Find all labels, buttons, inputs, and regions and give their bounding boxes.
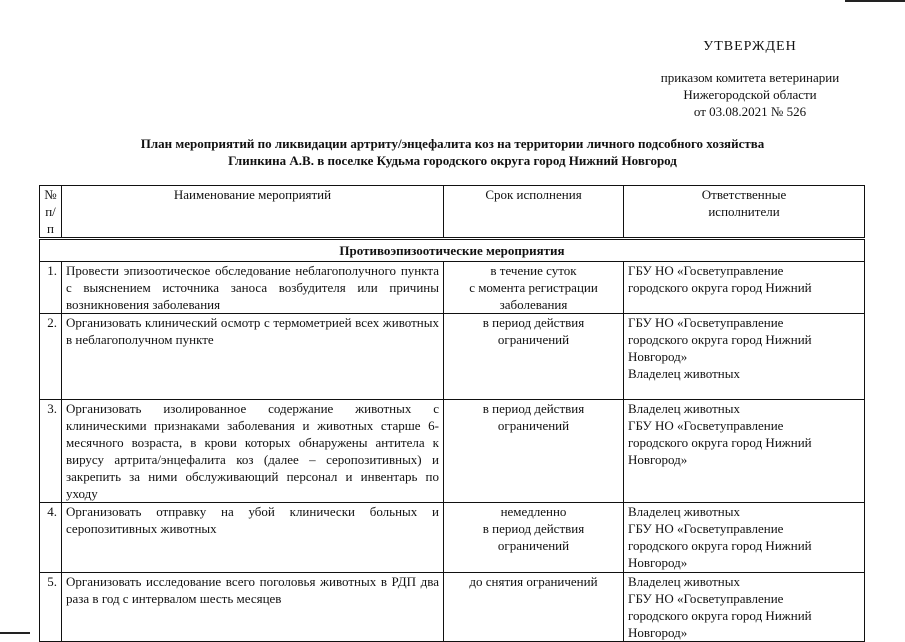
row-measure: Организовать отправку на убой клинически больных и серопозитивных животных xyxy=(62,503,444,573)
title-line: Глинкина А.В. в поселке Кудьма городского округа город Нижний Новгород xyxy=(228,153,677,168)
header-number: № п/п xyxy=(40,186,62,239)
row-term: в период действия ограничений xyxy=(444,400,624,503)
scan-edge-mark xyxy=(0,632,30,634)
row-number: 1. xyxy=(40,262,62,314)
row-responsible: Владелец животных ГБУ НО «Госветуправление городского округа город Нижний Новгород» xyxy=(624,503,865,573)
section-row xyxy=(40,239,865,262)
row-responsible: ГБУ НО «Госветуправление городского округа город Нижний Новгород» Владелец животных xyxy=(624,314,865,400)
measures-table xyxy=(39,185,865,642)
row-number: 3. xyxy=(40,400,62,503)
table-row xyxy=(40,262,865,314)
approval-word: УТВЕРЖДЕН xyxy=(703,39,797,54)
approval-line: Нижегородской области xyxy=(683,87,817,102)
table-row xyxy=(40,400,865,503)
table-row xyxy=(40,503,865,573)
row-term: в течение суток с момента регистрации заболевания xyxy=(444,262,624,314)
row-measure: Организовать клинический осмотр с термометрией всех животных в неблагополучном пункте xyxy=(62,314,444,400)
header-term: Срок исполнения xyxy=(444,186,624,239)
row-measure: Организовать изолированное содержание животных с клиническими признаками заболевания и животных старше 6-месячного возраста, в крови которых обнаружены антитела к вирусу артрита/энцефалита коз (далее – серопозитивных) и закрепить за ними обслуживающий персонал и инвентарь по уходу xyxy=(62,400,444,503)
row-measure: Провести эпизоотическое обследование неблагополучного пункта с выяснением источника заноса возбудителя или причины возникновения заболевания xyxy=(62,262,444,314)
row-term: до снятия ограничений xyxy=(444,573,624,642)
scan-edge-mark xyxy=(845,0,905,2)
row-number: 4. xyxy=(40,503,62,573)
approval-date: от 03.08.2021 № 526 xyxy=(693,104,807,119)
table-row xyxy=(40,314,865,400)
document-title xyxy=(60,135,845,169)
row-term: немедленно в период действия ограничений xyxy=(444,503,624,573)
row-number: 5. xyxy=(40,573,62,642)
row-measure: Организовать исследование всего поголовья животных в РДП два раза в год с интервалом шесть месяцев xyxy=(62,573,444,642)
header-name: Наименование мероприятий xyxy=(62,186,444,239)
header-responsible: Ответственные исполнители xyxy=(624,186,865,239)
section-title: Противоэпизоотические мероприятия xyxy=(40,239,865,262)
row-number: 2. xyxy=(40,314,62,400)
approval-line: приказом комитета ветеринарии xyxy=(660,70,840,85)
row-responsible: Владелец животных ГБУ НО «Госветуправление городского округа город Нижний Новгород» xyxy=(624,573,865,642)
row-term: в период действия ограничений xyxy=(444,314,624,400)
row-responsible: ГБУ НО «Госветуправление городского округа город Нижний xyxy=(624,262,865,314)
table-row xyxy=(40,573,865,642)
row-responsible: Владелец животных ГБУ НО «Госветуправление городского округа город Нижний Новгород» xyxy=(624,400,865,503)
table-header-row xyxy=(40,186,865,239)
title-line: План мероприятий по ликвидации артриту/энцефалита коз на территории личного подсобного хозяйства xyxy=(140,136,765,151)
approval-stamp xyxy=(635,38,865,120)
